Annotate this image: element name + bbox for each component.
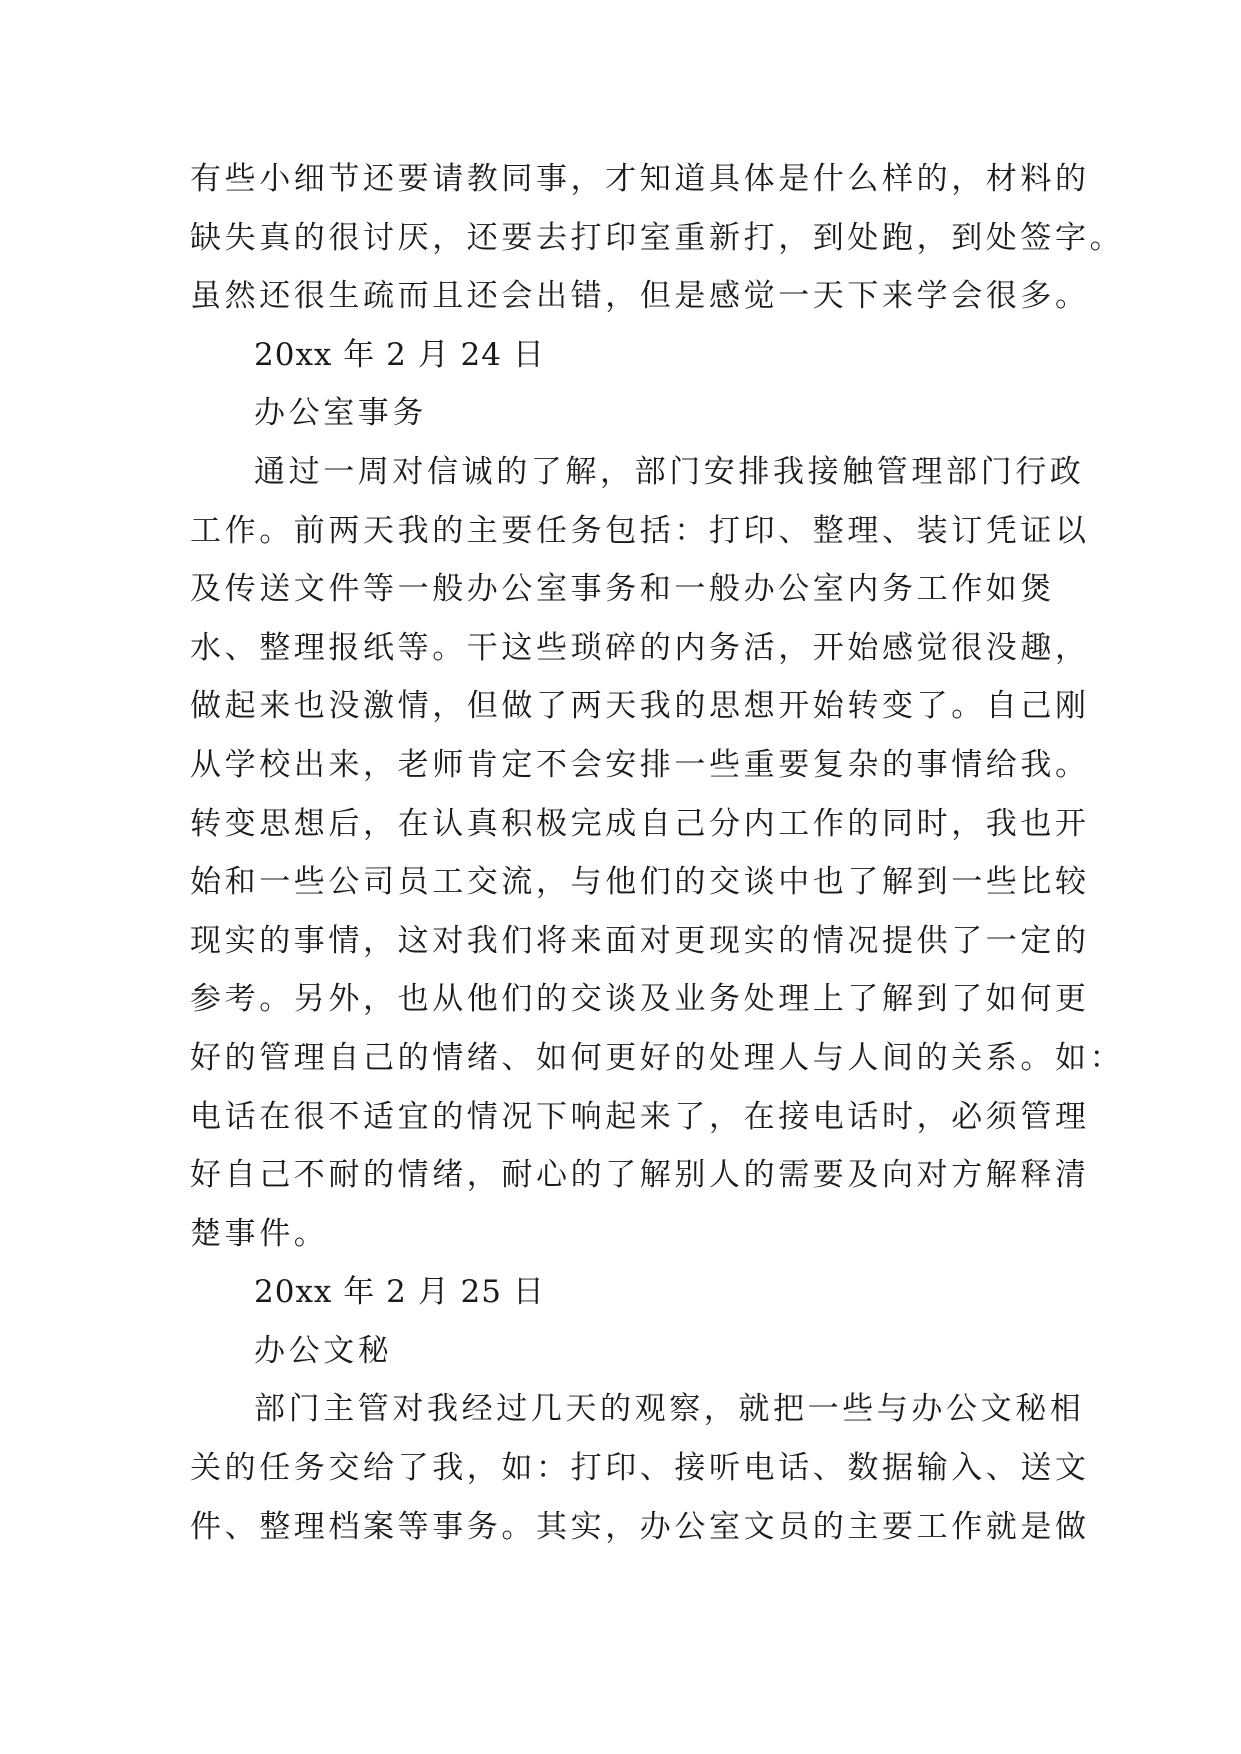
paragraph-line: 部门主管对我经过几天的观察，就把一些与办公文秘相: [254, 1391, 1085, 1428]
paragraph-line: 水、整理报纸等。干这些琐碎的内务活，开始感觉很没趣，: [190, 629, 1090, 666]
paragraph-line: 关的任务交给了我，如：打印、接听电话、数据输入、送文: [190, 1450, 1090, 1487]
paragraph-line: 及传送文件等一般办公室事务和一般办公室内务工作如煲: [190, 571, 1055, 608]
paragraph-line: 转变思想后，在认真积极完成自己分内工作的同时，我也开: [190, 805, 1090, 842]
paragraph-line: 件、整理档案等事务。其实，办公室文员的主要工作就是做: [190, 1508, 1090, 1545]
paragraph-line: 虽然还很生疏而且还会出错，但是感觉一天下来学会很多。: [190, 278, 1090, 315]
paragraph-line: 电话在很不适宜的情况下响起来了，在接电话时，必须管理: [190, 1098, 1090, 1135]
paragraph-line: 好的管理自己的情绪、如何更好的处理人与人间的关系。如：: [190, 1039, 1125, 1076]
paragraph-line: 缺失真的很讨厌，还要去打印室重新打，到处跑，到处签字。: [190, 219, 1125, 256]
date-line: 20xx 年 2 月 24 日: [254, 336, 545, 373]
paragraph-line: 始和一些公司员工交流，与他们的交谈中也了解到一些比较: [190, 864, 1090, 901]
paragraph-line: 现实的事情，这对我们将来面对更现实的情况提供了一定的: [190, 922, 1090, 959]
paragraph-line: 楚事件。: [190, 1215, 329, 1252]
section-heading: 办公文秘: [254, 1332, 393, 1369]
section-heading: 办公室事务: [254, 395, 427, 432]
paragraph-line: 通过一周对信诚的了解，部门安排我接触管理部门行政: [254, 453, 1085, 490]
paragraph-line: 做起来也没激情，但做了两天我的思想开始转变了。自己刚: [190, 688, 1090, 725]
document-body: [190, 150, 1125, 1556]
paragraph-line: 从学校出来，老师肯定不会安排一些重要复杂的事情给我。: [190, 746, 1090, 783]
paragraph-line: 有些小细节还要请教同事，才知道具体是什么样的，材料的: [190, 161, 1090, 197]
paragraph-line: 工作。前两天我的主要任务包括：打印、整理、装订凭证以: [190, 512, 1090, 549]
paragraph-line: 好自己不耐的情绪，耐心的了解别人的需要及向对方解释清: [190, 1157, 1090, 1194]
paragraph-line: 参考。另外，也从他们的交谈及业务处理上了解到了如何更: [190, 981, 1090, 1018]
date-line: 20xx 年 2 月 25 日: [254, 1274, 545, 1311]
